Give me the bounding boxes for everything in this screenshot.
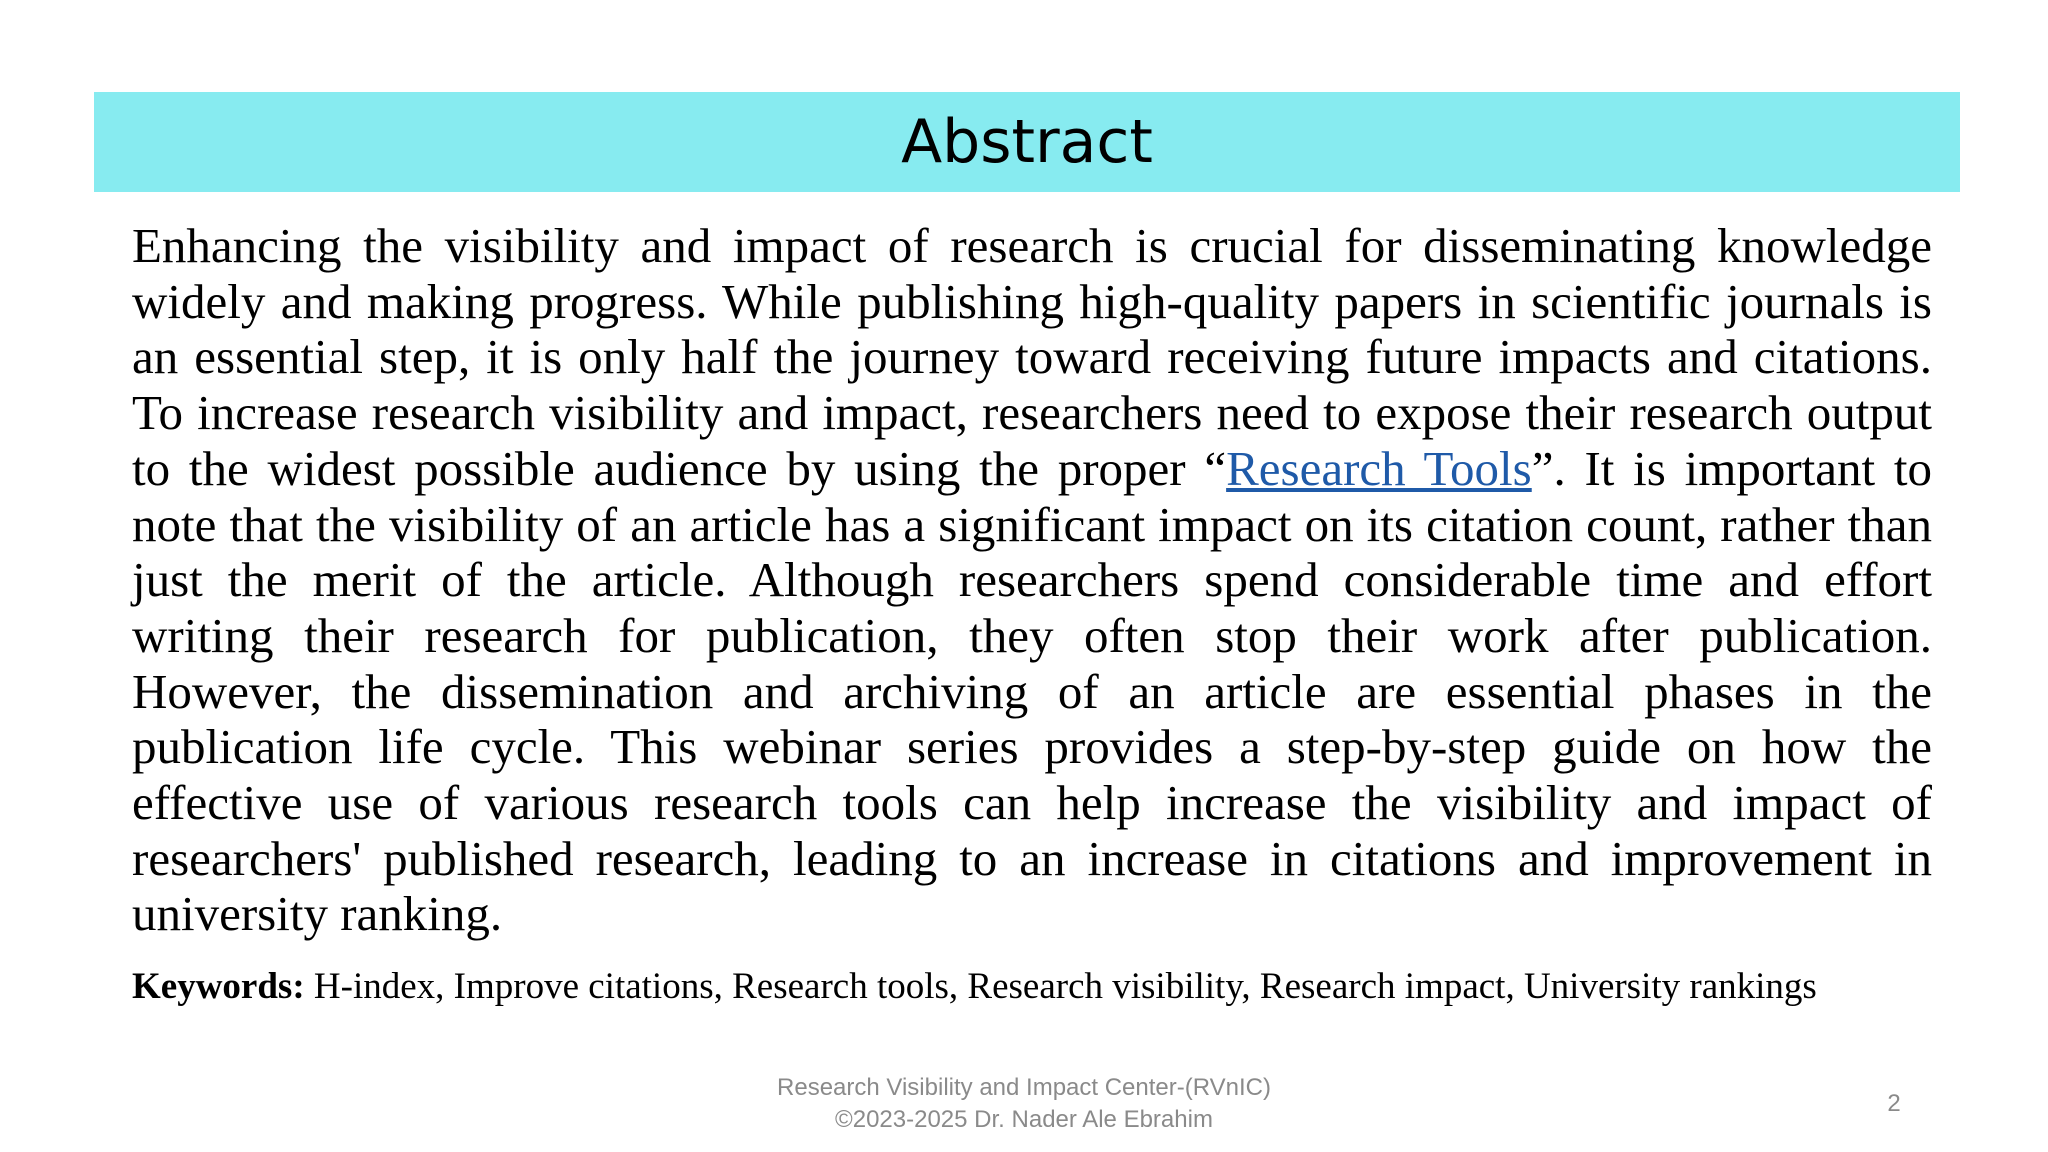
slide-title: Abstract	[901, 107, 1153, 177]
footer-center-name: Research Visibility and Impact Center-(RVnIC)	[777, 1074, 1271, 1101]
research-tools-link[interactable]: Research Tools	[1226, 440, 1532, 496]
footer-copyright: ©2023-2025 Dr. Nader Ale Ebrahim	[835, 1106, 1213, 1133]
footer	[0, 1072, 2048, 1136]
page-number: 2	[1887, 1090, 1901, 1117]
abstract-text-before-link: Enhancing the visibility and impact of research is crucial for disseminating knowledge widely and making progress. While publishing high-quality papers in scientific journals is an essential step, it is only half the journey toward receiving future impacts and citations. To increase research visibility and impact, researchers need to expose their research output to the widest possible audience by using the proper “	[132, 218, 1932, 496]
keywords-line	[132, 965, 1932, 1009]
keywords-list: H-index, Improve citations, Research tools, Research visibility, Research impact, University rankings	[304, 966, 1817, 1007]
abstract-paragraph	[132, 218, 1932, 942]
abstract-text-after-link: ”. It is important to note that the visibility of an article has a significant impact on its citation count, rather than just the merit of the article. Although researchers spend considerable time and effort writing their research for publication, they often stop their work after publication. However, the dissemination and archiving of an article are essential phases in the publication life cycle. This webinar series provides a step-by-step guide on how the effective use of various research tools can help increase the visibility and impact of researchers' published research, leading to an increase in citations and improvement in university ranking.	[132, 440, 1932, 942]
title-bar	[94, 92, 1960, 192]
keywords-label: Keywords:	[132, 966, 305, 1007]
